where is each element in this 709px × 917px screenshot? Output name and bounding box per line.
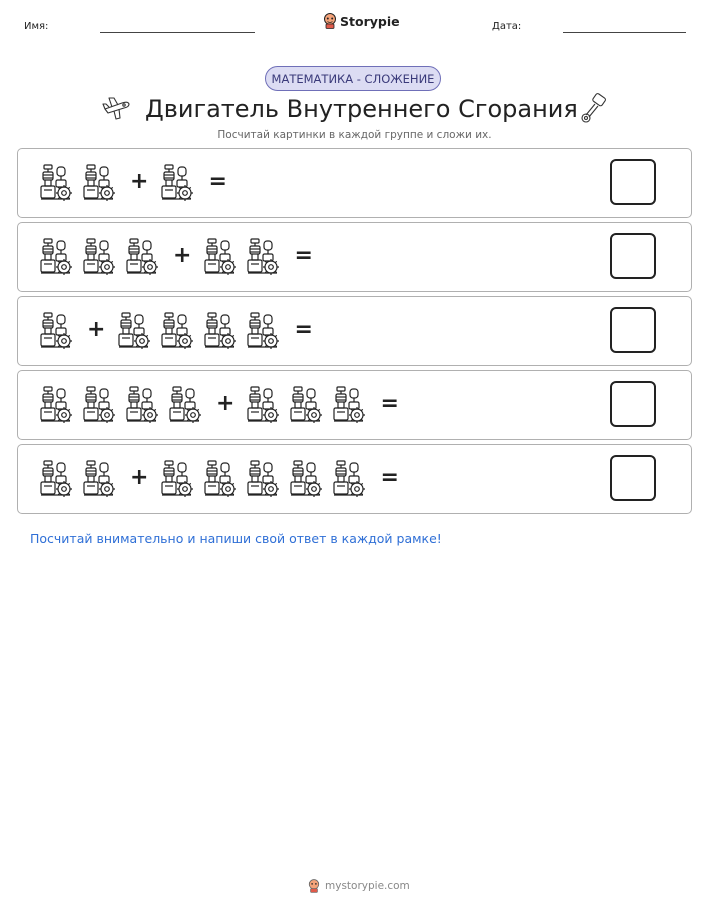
engine-icon: [333, 384, 367, 424]
answer-box[interactable]: [610, 381, 656, 427]
engine-icon: [126, 236, 160, 276]
engine-icon: [161, 458, 195, 498]
answer-box[interactable]: [610, 307, 656, 353]
engine-icon: [118, 310, 152, 350]
engine-icon: [126, 384, 160, 424]
engine-icon: [83, 384, 117, 424]
worksheet-subtitle: Посчитай картинки в каждой группе и сложи их.: [217, 129, 492, 141]
equation: [40, 236, 313, 276]
equals-sign: =: [380, 465, 399, 490]
engine-icon: [40, 162, 74, 202]
answer-box[interactable]: [610, 159, 656, 205]
engine-icon: [247, 458, 281, 498]
piston-icon: [578, 93, 608, 123]
instruction-text: Посчитай внимательно и напиши свой ответ в каждой рамке!: [30, 531, 442, 546]
plus-sign: +: [130, 169, 149, 194]
equals-sign: =: [294, 243, 313, 268]
engine-icon: [161, 162, 195, 202]
storypie-logo-icon: [323, 13, 337, 29]
footer: [308, 879, 410, 893]
engine-icon: [247, 310, 281, 350]
equals-sign: =: [380, 391, 399, 416]
equals-sign: =: [208, 169, 227, 194]
engine-icon: [40, 310, 74, 350]
engine-icon: [83, 236, 117, 276]
engine-icon: [169, 384, 203, 424]
engine-icon: [40, 236, 74, 276]
engine-icon: [204, 310, 238, 350]
name-line[interactable]: [100, 32, 255, 33]
title-row: [0, 92, 709, 126]
engine-icon: [161, 310, 195, 350]
equals-sign: =: [294, 317, 313, 342]
engine-icon: [247, 384, 281, 424]
brand: [323, 13, 400, 29]
brand-name: Storypie: [340, 13, 400, 29]
airplane-icon: [102, 95, 132, 121]
answer-box[interactable]: [610, 233, 656, 279]
engine-icon: [40, 384, 74, 424]
engine-icon: [333, 458, 367, 498]
engine-icon: [247, 236, 281, 276]
plus-sign: +: [130, 465, 149, 490]
problem-row: [17, 370, 692, 440]
engine-icon: [83, 458, 117, 498]
engine-icon: [204, 236, 238, 276]
engine-icon: [83, 162, 117, 202]
engine-icon: [290, 384, 324, 424]
plus-sign: +: [173, 243, 192, 268]
date-line[interactable]: [563, 32, 686, 33]
subject-badge: МАТЕМАТИКА - СЛОЖЕНИЕ: [265, 66, 441, 91]
problem-row: [17, 222, 692, 292]
worksheet-title: Двигатель Внутреннего Сгорания: [145, 95, 578, 123]
problem-row: [17, 296, 692, 366]
equation: [40, 162, 227, 202]
problem-row: [17, 444, 692, 514]
problem-row: [17, 148, 692, 218]
equation: [40, 310, 313, 350]
plus-sign: +: [87, 317, 106, 342]
engine-icon: [204, 458, 238, 498]
equation: [40, 458, 399, 498]
footer-url[interactable]: mystorypie.com: [325, 880, 410, 892]
engine-icon: [290, 458, 324, 498]
date-label: Дата:: [492, 21, 522, 32]
name-label: Имя:: [24, 21, 49, 32]
plus-sign: +: [216, 391, 235, 416]
answer-box[interactable]: [610, 455, 656, 501]
equation: [40, 384, 399, 424]
engine-icon: [40, 458, 74, 498]
storypie-logo-icon: [308, 879, 320, 893]
